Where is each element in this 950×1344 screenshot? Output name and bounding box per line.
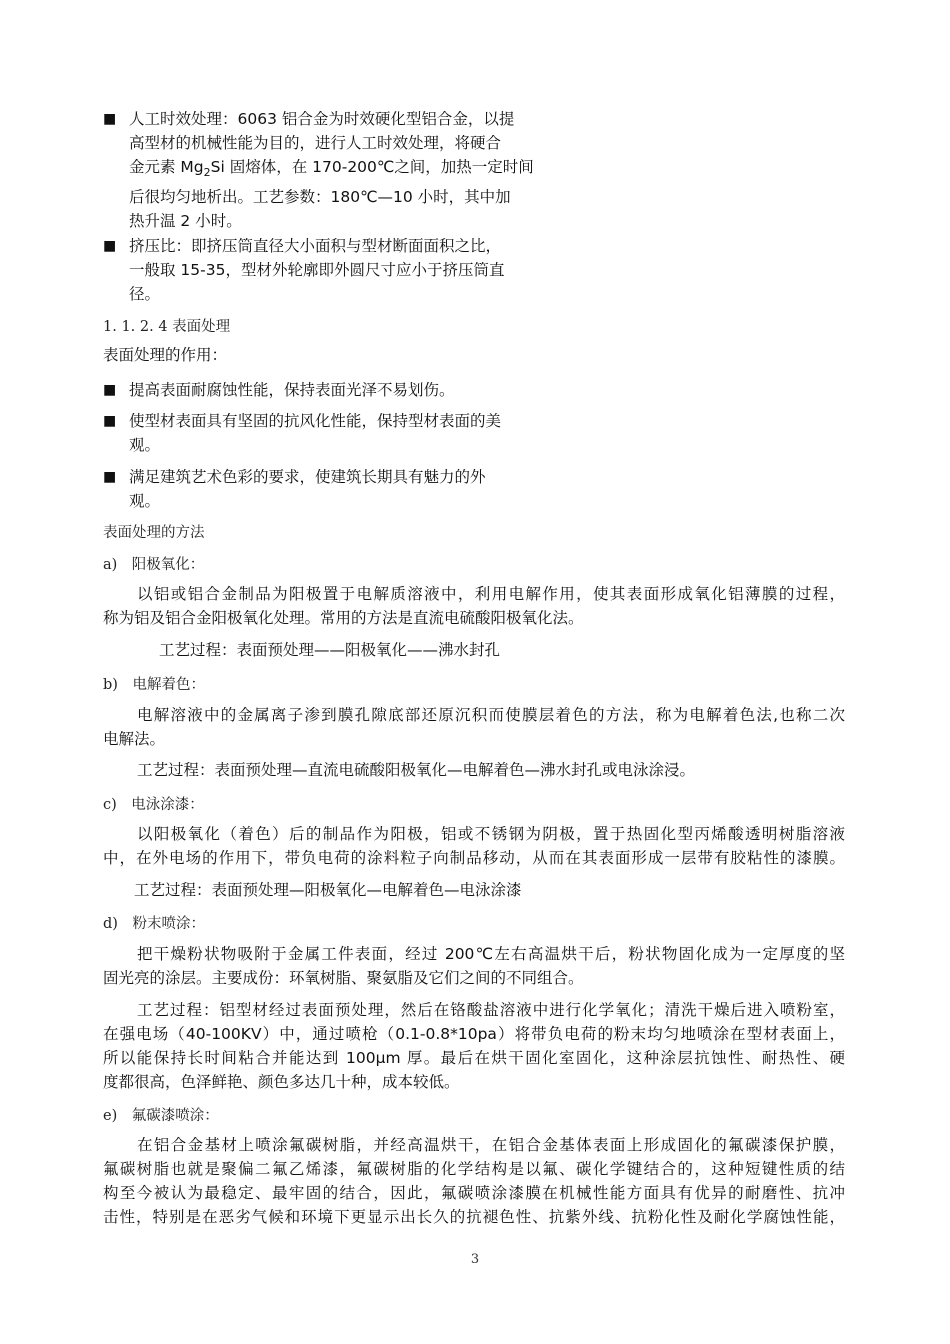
process-line: 工艺过程：表面预处理——阳极氧化——沸水封孔 — [159, 641, 501, 659]
bullet-text-line: 后很均匀地析出。工艺参数：180℃—10 小时，其中加 — [129, 188, 511, 206]
bullet-text-line: 挤压比：即挤压筒直径大小面积与型材断面面积之比， — [129, 237, 502, 255]
paragraph-line: 中，在外电场的作用下，带负电荷的涂料粒子向制品移动，从而在其表面形成一层带有胶粘性的漆膜。 — [103, 849, 845, 867]
method-label: b) 电解着色： — [103, 677, 205, 693]
method-paragraph — [103, 942, 845, 990]
bullet-square-icon: ■ — [103, 469, 117, 485]
subscript: 2 — [203, 166, 211, 179]
bullet-extrusion-ratio — [103, 234, 504, 306]
method-paragraph — [103, 822, 845, 870]
process-line: 工艺过程：表面预处理—阳极氧化—电解着色—电泳涂漆 — [134, 881, 522, 899]
paragraph-line: 把干燥粉状物吸附于金属工件表面，经过 200℃左右高温烘干后，粉状物固化成为一定厚度的坚 — [137, 945, 845, 963]
role-bullet — [103, 409, 501, 457]
paragraph-line: 工艺过程：铝型材经过表面预处理，然后在铬酸盐溶液中进行化学氧化；清洗干燥后进入喷粉室， — [137, 1001, 845, 1019]
method-label: e) 氟碳漆喷涂： — [103, 1108, 219, 1124]
process-line: 工艺过程：表面预处理—直流电硫酸阳极氧化—电解着色—沸水封孔或电泳涂浸。 — [137, 761, 696, 779]
method-paragraph — [103, 703, 845, 751]
role-bullet — [103, 465, 486, 513]
paragraph-line: 称为铝及铝合金阳极氧化处理。常用的方法是直流电硫酸阳极氧化法。 — [103, 609, 584, 627]
bullet-text-line: 使型材表面具有坚固的抗风化性能，保持型材表面的美 — [129, 412, 502, 430]
bullet-text-line: 一般取 15-35，型材外轮廓即外圆尺寸应小于挤压筒直 — [129, 261, 505, 279]
bullet-text-line: 径。 — [129, 285, 161, 303]
role-bullet — [103, 378, 455, 402]
bullet-text-line: 提高表面耐腐蚀性能，保持表面光泽不易划伤。 — [129, 381, 455, 399]
method-label: c) 电泳涂漆： — [103, 797, 204, 813]
paragraph-line: 以阳极氧化（着色）后的制品作为阳极，铝或不锈钢为阴极，置于热固化型丙烯酸透明树脂溶液 — [137, 825, 845, 843]
bullet-text-line: 金元素 $Mg_2Si$ 固熔体，在 170-200℃之间，加热一定时间 — [129, 158, 534, 179]
bullet-square-icon: ■ — [103, 382, 117, 398]
bullet-artificial-aging — [103, 107, 534, 233]
bullet-text-line: 满足建筑艺术色彩的要求，使建筑长期具有魅力的外 — [129, 468, 486, 486]
paragraph-line: 所以能保持长时间粘合并能达到 100μm 厚。最后在烘干固化室固化，这种涂层抗蚀性、耐热性、硬 — [103, 1049, 845, 1067]
role-title: 表面处理的作用： — [103, 346, 228, 364]
paragraph-line: 氟碳树脂也就是聚偏二氟乙烯漆，氟碳树脂的化学结构是以氟、碳化学键结合的，这种短键性质的结 — [103, 1160, 845, 1178]
bullet-text-line: 观。 — [129, 436, 161, 454]
paragraph-line: 在铝合金基材上喷涂氟碳树脂，并经高温烘干，在铝合金基体表面上形成固化的氟碳漆保护膜， — [137, 1136, 845, 1154]
bullet-square-icon: ■ — [103, 111, 117, 127]
paragraph-line: 度都很高，色泽鲜艳、颜色多达几十种，成本较低。 — [103, 1073, 460, 1091]
method-paragraph — [103, 582, 845, 630]
bullet-text-line: 观。 — [129, 492, 161, 510]
paragraph-line: 击性，特别是在恶劣气候和环境下更显示出长久的抗褪色性、抗紫外线、抗粉化性及耐化学腐蚀性能， — [103, 1208, 845, 1226]
method-label: d) 粉末喷涂： — [103, 916, 205, 932]
paragraph-line: 构至今被认为最稳定、最牢固的结合，因此，氟碳喷涂漆膜在机械性能方面具有优异的耐磨性、抗冲 — [103, 1184, 845, 1202]
method-paragraph — [103, 1133, 845, 1229]
paragraph-line: 在强电场（40-100KV）中，通过喷枪（0.1-0.8*10pa）将带负电荷的粉末均匀地喷涂在型材表面上， — [103, 1025, 845, 1043]
bullet-text-line: 高型材的机械性能为目的，进行人工时效处理，将硬合 — [129, 134, 502, 152]
bullet-square-icon: ■ — [103, 413, 117, 429]
page-number: 3 — [470, 1252, 480, 1267]
section-heading: 1. 1. 2. 4 表面处理 — [103, 319, 231, 335]
bullet-text-line: 热升温 2 小时。 — [129, 212, 242, 230]
method-label: a) 阳极氧化： — [103, 557, 205, 573]
bullet-text-line: 人工时效处理：6063 铝合金为时效硬化型铝合金，以提 — [129, 110, 515, 128]
paragraph-line: 以铝或铝合金制品为阳极置于电解质溶液中，利用电解作用，使其表面形成氧化铝薄膜的过程， — [137, 585, 845, 603]
paragraph-line: 固光亮的涂层。主要成份：环氧树脂、聚氨脂及它们之间的不同组合。 — [103, 969, 584, 987]
paragraph-line: 电解法。 — [103, 730, 166, 748]
methods-title: 表面处理的方法 — [103, 525, 205, 541]
process-paragraph — [103, 998, 845, 1094]
bullet-square-icon: ■ — [103, 238, 117, 254]
paragraph-line: 电解溶液中的金属离子渗到膜孔隙底部还原沉积而使膜层着色的方法，称为电解着色法,也称二次 — [137, 706, 845, 724]
